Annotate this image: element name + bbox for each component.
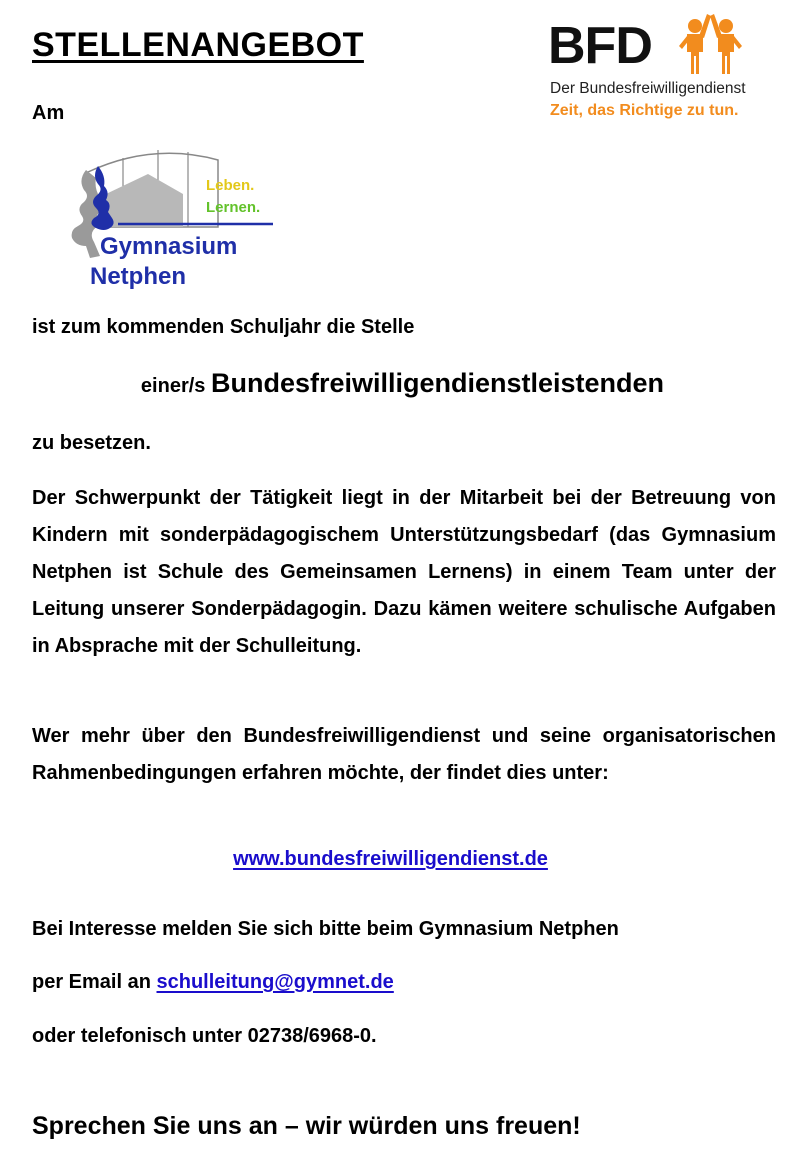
- contact-phone: oder telefonisch unter 02738/6968-0.: [32, 1025, 377, 1047]
- intro-besetzen: zu besetzen.: [32, 432, 151, 454]
- intro-stelle: ist zum kommenden Schuljahr die Stelle: [32, 316, 415, 338]
- contact-interest: Bei Interesse melden Sie sich bitte beim Gymnasium Netphen: [32, 918, 619, 940]
- website-link[interactable]: www.bundesfreiwilligendienst.de: [233, 848, 548, 870]
- bfd-logo: [548, 6, 788, 126]
- bfd-subtitle: Der Bundesfreiwilligendienst: [550, 80, 746, 97]
- email-prefix: per Email an: [32, 971, 157, 993]
- bfd-wordmark: BFD: [548, 17, 652, 75]
- position-prefix: einer/s: [140, 375, 211, 397]
- website-row: [0, 848, 781, 871]
- intro-am: Am: [32, 102, 65, 124]
- logo-leben: Leben.: [206, 177, 255, 194]
- logo-gymnasium: Gymnasium: [100, 233, 238, 260]
- closing-line: Sprechen Sie uns an – wir würden uns freuen!: [32, 1112, 581, 1140]
- school-logo: [58, 132, 278, 297]
- contact-email-row: [32, 971, 394, 994]
- email-link[interactable]: schulleitung@gymnet.de: [156, 971, 394, 993]
- bfd-tagline: Zeit, das Richtige zu tun.: [550, 102, 739, 119]
- page-title: STELLENANGEBOT: [32, 26, 364, 64]
- position-title: [0, 368, 805, 399]
- logo-netphen: Netphen: [90, 263, 186, 290]
- logo-lernen: Lernen.: [206, 199, 261, 216]
- description-paragraph: Der Schwerpunkt der Tätigkeit liegt in der Mitarbeit bei der Betreuung von Kindern mit sonderpädagogischem Unterstützungsbedarf (das Gymnasium Netphen ist Schule des Gemeinsamen Lernens) in einem Team unter der Leitung unserer Sonderpädagogin. Dazu kämen weitere schulische Aufgaben in Absprache mit der Schulleitung.: [32, 487, 776, 657]
- people-high-five-icon: [673, 6, 748, 76]
- position-name: Bundesfreiwilligendienstleistenden: [210, 368, 665, 398]
- info-paragraph: Wer mehr über den Bundesfreiwilligendienst und seine organisatorischen Rahmenbedingungen erfahren möchte, der findet dies unter:: [32, 725, 776, 784]
